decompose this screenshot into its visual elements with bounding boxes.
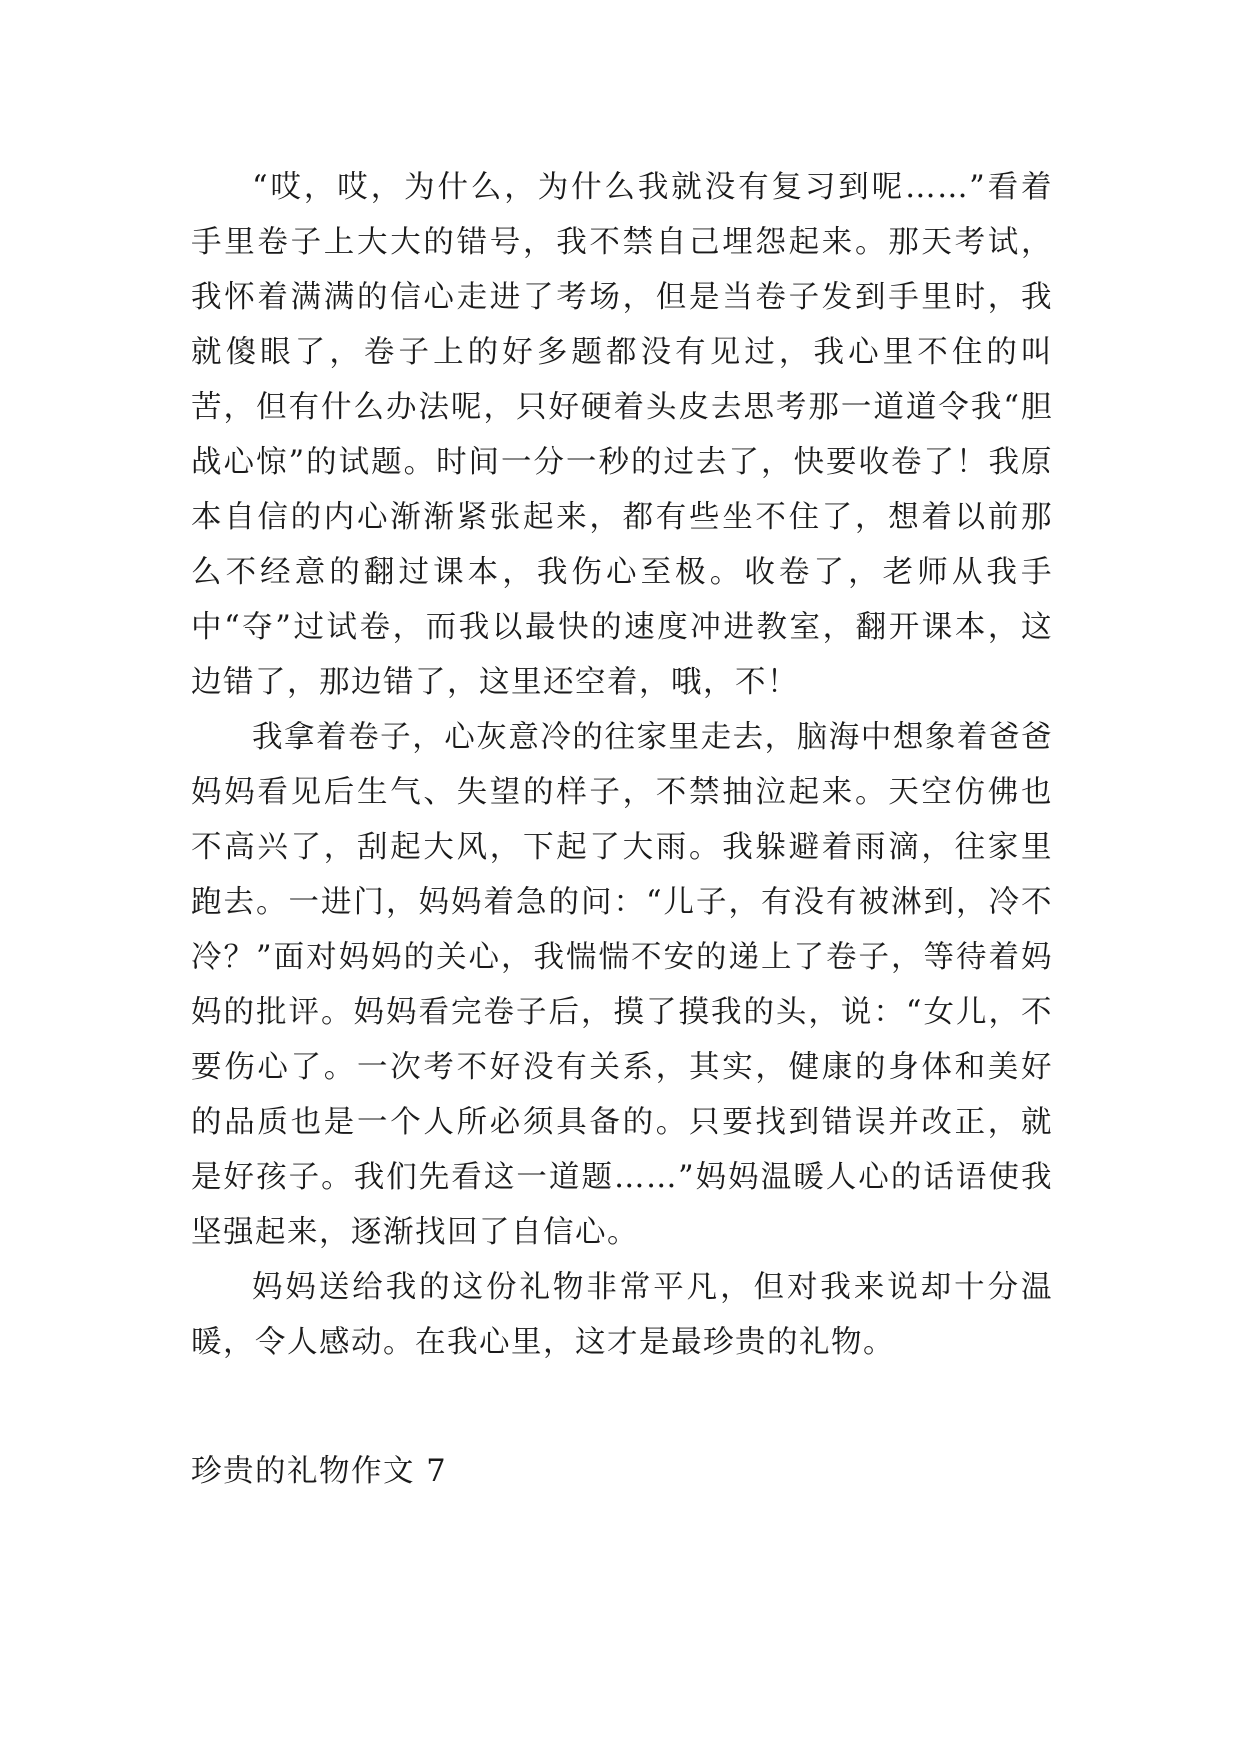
paragraph-going-home: 我拿着卷子，心灰意冷的往家里走去，脑海中想象着爸爸妈妈看见后生气、失望的样子，不禁抽泣起来。天空仿佛也不高兴了，刮起大风，下起了大雨。我躲避着雨滴，往家里跑去。一进门，妈妈着急的问：“儿子，有没有被淋到，冷不冷？”面对妈妈的关心，我惴惴不安的递上了卷子，等待着妈妈的批评。妈妈看完卷子后，摸了摸我的头，说：“女儿，不要伤心了。一次考不好没有关系，其实，健康的身体和美好的品质也是一个人所必须具备的。只要找到错误并改正，就是好孩子。我们先看这一道题……”妈妈温暖人心的话语使我坚强起来，逐渐找回了自信心。 (191, 720, 1053, 1250)
paragraph-conclusion: 妈妈送给我的这份礼物非常平凡，但对我来说却十分温暖，令人感动。在我心里，这才是最珍贵的礼物。 (191, 1270, 1053, 1360)
essay-body (191, 160, 1053, 1370)
paragraph-exam: “哎，哎，为什么，为什么我就没有复习到呢……”看着手里卷子上大大的错号，我不禁自己埋怨起来。那天考试，我怀着满满的信心走进了考场，但是当卷子发到手里时，我就傻眼了，卷子上的好多题都没有见过，我心里不住的叫苦，但有什么办法呢，只好硬着头皮去思考那一道道令我“胆战心惊”的试题。时间一分一秒的过去了，快要收卷了！我原本自信的内心渐渐紧张起来，都有些坐不住了，想着以前那么不经意的翻过课本，我伤心至极。收卷了，老师从我手中“夺”过试卷，而我以最快的速度冲进教室，翻开课本，这边错了，那边错了，这里还空着，哦，不！ (191, 170, 1053, 700)
section-heading: 珍贵的礼物作文 7 (191, 1454, 448, 1489)
